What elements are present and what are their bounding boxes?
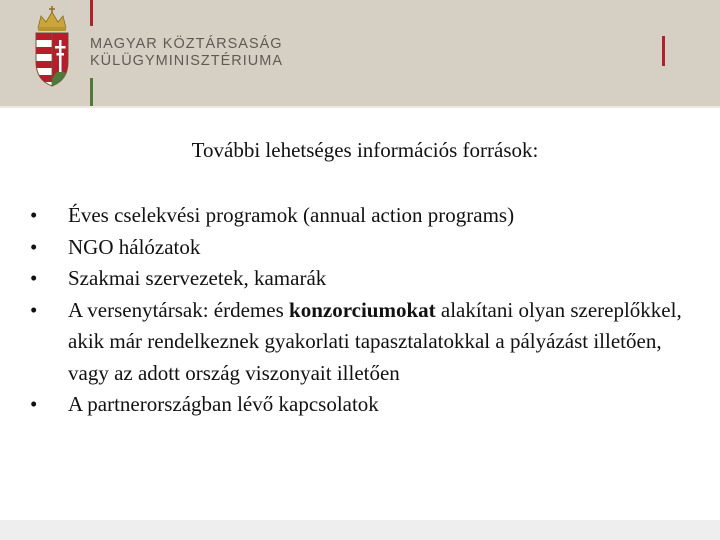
- list-item-text: Szakmai szervezetek, kamarák: [68, 266, 327, 290]
- hungarian-coat-of-arms-icon: [32, 6, 72, 88]
- list-item: [30, 295, 700, 390]
- ministry-name-line-2: KÜLÜGYMINISZTÉRIUMA: [90, 53, 284, 69]
- bullet-icon: •: [30, 234, 38, 259]
- list-item-emphasis: konzorciumokat: [289, 297, 436, 322]
- list-item-text: NGO hálózatok: [68, 234, 201, 259]
- list-item: [30, 263, 700, 295]
- ministry-name-line-1: MAGYAR KÖZTÁRSASÁG: [90, 36, 283, 52]
- footer-strip: [0, 520, 720, 540]
- bullet-list: [30, 200, 700, 421]
- bullet-icon: •: [30, 203, 38, 227]
- list-item-text-after: alakítani olyan szereplőkkel, akik már rendelkeznek gyakorlati tapasztalatokkal a pályázást illetően, vagy az adott ország viszonyait illetően: [68, 297, 682, 385]
- header-accent-red: [662, 36, 665, 66]
- bullet-icon: •: [30, 297, 38, 322]
- list-item-text: A partnerországban lévő kapcsolatok: [68, 392, 379, 416]
- list-item: [30, 389, 700, 421]
- header-divider-green: [90, 78, 93, 106]
- list-item: [30, 232, 700, 264]
- list-item: [30, 200, 700, 232]
- header-band: [0, 0, 720, 108]
- list-item-text-before: A versenytársak: érdemes: [68, 297, 290, 322]
- bullet-icon: •: [30, 392, 38, 416]
- list-item-text: Éves cselekvési programok (annual action programs): [68, 203, 515, 227]
- bullet-icon: •: [30, 266, 38, 290]
- header-divider-red: [90, 0, 93, 26]
- slide-title: További lehetséges információs források:: [191, 138, 539, 162]
- header-divider-line: [0, 106, 720, 108]
- ministry-name: [90, 36, 283, 70]
